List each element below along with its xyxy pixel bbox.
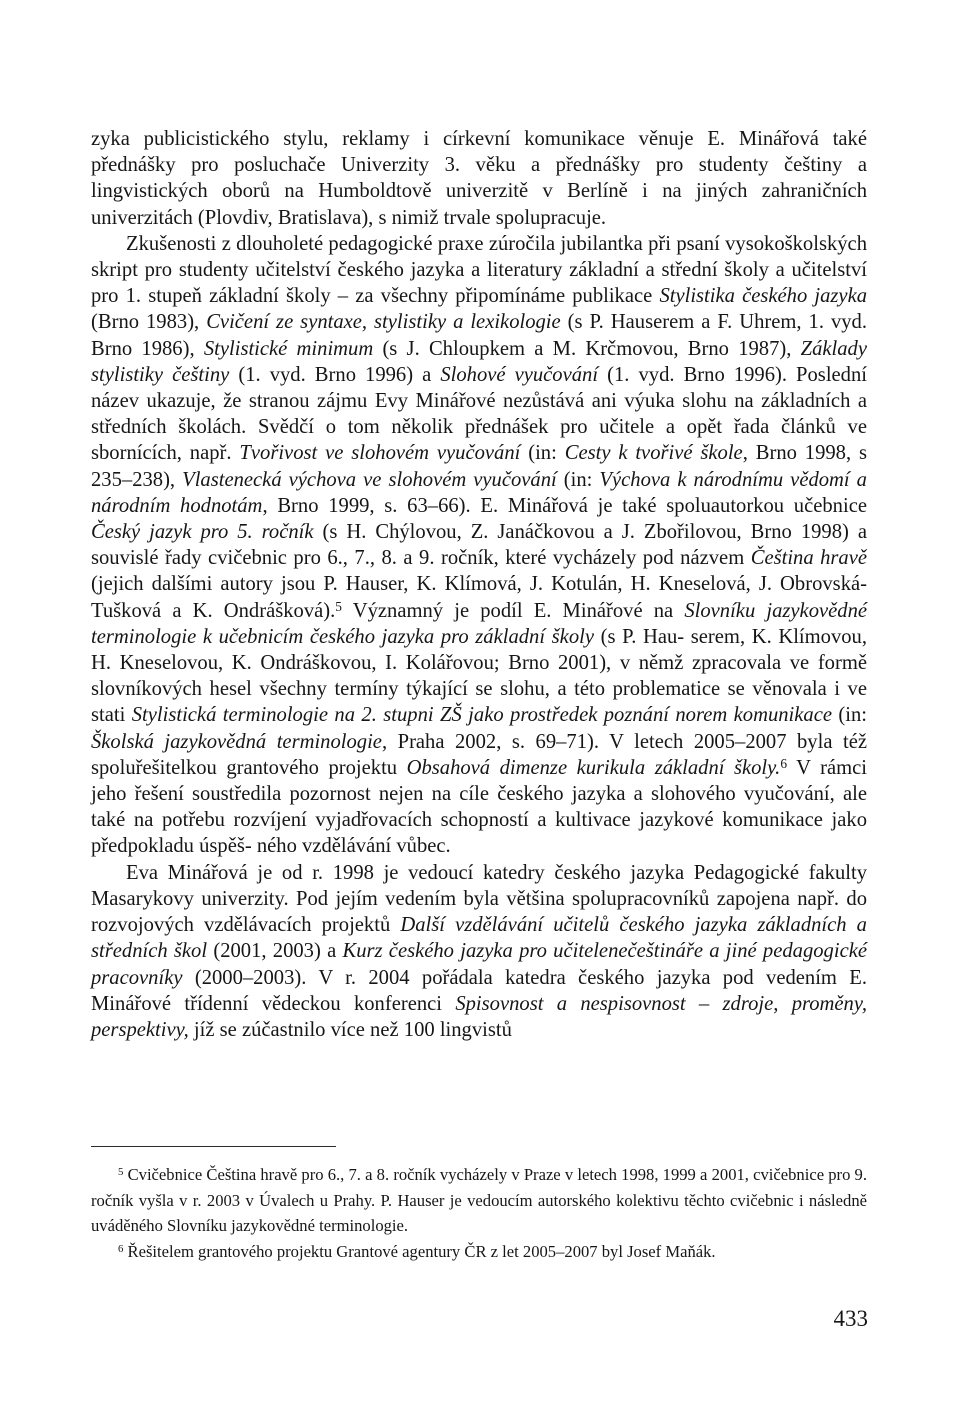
main-text bbox=[91, 126, 867, 1043]
italic-title: Školská jazykovědná terminologie bbox=[91, 730, 382, 753]
italic-title: Výchova k národnímu vědomí a národním hodnotám bbox=[91, 468, 867, 517]
italic-title: Tvořivost ve slohovém vyučování bbox=[239, 442, 521, 465]
text-run: (in: bbox=[520, 442, 565, 465]
text-run: (s J. Chloupkem a M. Krčmovou, Brno 1987), bbox=[373, 337, 801, 360]
italic-title: Obsahová dimenze kurikula základní školy. bbox=[406, 756, 781, 779]
text-run: Zkušenosti z dlouholeté pedagogické praxe zúročila jubilantka při psaní vysokoškolských skript pro studenty učitelství českého jazyka a literatury základní a střední školy a učitelství pro 1. stupeň základní školy – za všechny připomínáme publikace bbox=[91, 232, 867, 308]
paragraph bbox=[91, 126, 867, 231]
text-run: jíž se zúčastnilo více než 100 lingvistů bbox=[188, 1018, 512, 1041]
text-run: (2001, 2003) a bbox=[207, 940, 343, 963]
italic-title: Vlastenecká výchova ve slohovém vyučování bbox=[182, 468, 557, 491]
text-run: (Brno 1983), bbox=[91, 311, 207, 334]
footnote-reference: 5 bbox=[335, 598, 342, 614]
italic-title: Spisovnost a nespisovnost – zdroje, proměny, perspektivy, bbox=[91, 992, 868, 1041]
text-run: Významný je podíl E. Minářové na bbox=[341, 599, 685, 622]
italic-title: Cesty k tvořivé škole bbox=[564, 442, 743, 465]
italic-title: Stylistická terminologie na 2. stupni ZŠ jako prostředek poznání norem komunikace bbox=[131, 704, 832, 727]
italic-title: Další vzdělávání učitelů českého jazyka základních a středních škol bbox=[91, 914, 867, 963]
text-run: , Praha 2002, s. 69–71). V letech 2005–2007 byla též spoluřešitelkou grantového projektu bbox=[91, 730, 867, 779]
text-run: (in: bbox=[556, 468, 600, 491]
footnote-reference: 6 bbox=[780, 755, 787, 771]
paragraph bbox=[91, 860, 867, 1043]
italic-title: Kurz českého jazyka pro učitelenečeštináře a jiné pedagogické pracovníky bbox=[91, 940, 867, 989]
page-number: 433 bbox=[833, 1306, 868, 1331]
italic-title: Stylistika českého jazyka bbox=[659, 285, 868, 308]
text-run: (1. vyd. Brno 1996) a bbox=[229, 363, 441, 386]
italic-title: Čeština hravě bbox=[750, 547, 867, 570]
text-run: zyka publicistického stylu, reklamy i církevní komunikace věnuje E. Minářová také přednášky pro posluchače Univerzity 3. věku a přednášky pro studenty češtiny a lingvistických oborů na Humboldtově univerzitě v Berlíně i na jiných zahraničních univerzitách (Plovdiv, Bratislava), s nimiž trvale spolupracuje. bbox=[91, 128, 867, 229]
footnote-number: 6 bbox=[118, 1242, 124, 1255]
text-run: Eva Minářová je od r. 1998 je vedoucí katedry českého jazyka Pedagogické fakulty Masarykovy univerzity. Pod jejím vedením byla většina spolupracovníků zapojena např. do rozvojových vzdělávacích projektů bbox=[91, 861, 867, 937]
italic-title: Stylistické minimum bbox=[203, 337, 374, 360]
footnote-separator bbox=[91, 1146, 336, 1147]
paragraph bbox=[91, 231, 867, 860]
italic-title: Slovníku jazykovědné terminologie k učebnicím českého jazyka pro základní školy bbox=[91, 599, 867, 648]
text-run: (in: bbox=[832, 704, 868, 727]
text-run: (s P. Hauserem a F. Uhrem, 1. vyd. Brno 1986), bbox=[91, 311, 867, 360]
text-run: (2000–2003). V r. 2004 pořádala katedra českého jazyka pod vedením E. Minářové třídenní vědeckou konferenci bbox=[91, 966, 867, 1015]
italic-title: Český jazyk pro 5. ročník bbox=[91, 521, 314, 544]
footnote-text: Řešitelem grantového projektu Grantové agentury ČR z let 2005–2007 byl Josef Maňák. bbox=[123, 1241, 716, 1261]
footnotes bbox=[91, 1162, 867, 1264]
italic-title: Slohové vyučování bbox=[440, 363, 599, 386]
text-run: V rámci jeho řešení soustředila pozornost nejen na cíle českého jazyka a slohového vyučování, ale také na potřebu rozvíjení vyjadřovacích schopností a kultivace jazykové komunikace jako předpokladu úspěš- ného vzdělávání vůbec. bbox=[91, 756, 867, 858]
footnote bbox=[91, 1239, 867, 1265]
footnote bbox=[91, 1162, 867, 1239]
text-run: (jejich dalšími autory jsou P. Hauser, K. Klímová, J. Kotulán, H. Kneselová, J. Obrovská-Tušková a K. Ondrášková). bbox=[91, 573, 867, 622]
text-run: (s P. Hau- serem, K. Klímovou, H. Kneselovou, K. Ondráškovou, I. Kolářovou; Brno 2001), v němž zpracovala ve formě slovníkových hesel všechny termíny týkající se slohu, a této problematice se věnovala i ve stati bbox=[91, 625, 867, 727]
italic-title: Cvičení ze syntaxe, stylistiky a lexikologie bbox=[206, 311, 561, 334]
text-run: (1. vyd. Brno 1996). Poslední název ukazuje, že stranou zájmu Evy Minářové nezůstává ani výuka slohu na základních a středních školách. Svědčí o tom několik přednášek pro učitele a opět řada článků ve sbornících, např. bbox=[91, 363, 867, 465]
text-run: (s H. Chýlovou, Z. Janáčkovou a J. Zbořilovou, Brno 1998) a souvislé řady cvičebnic pro 6., 7., 8. a 9. ročník, které vycházely pod názvem bbox=[91, 521, 867, 570]
text-run: , Brno 1998, s 235–238), bbox=[91, 442, 867, 491]
footnote-text: Cvičebnice Čeština hravě pro 6., 7. a 8. ročník vycházely v Praze v letech 1998, 1999 a 2001, cvičebnice pro 9. ročník vyšla v r. 2003 v Úvalech u Prahy. P. Hauser je vedoucím autorského kolektivu těchto cvičebnic i následně uváděného Slovníku jazykovědné terminologie. bbox=[91, 1165, 867, 1235]
footnote-number: 5 bbox=[118, 1166, 124, 1179]
text-run: , Brno 1999, s. 63–66). E. Minářová je také spoluautorkou učebnice bbox=[262, 494, 867, 517]
italic-title: Základy stylistiky češtiny bbox=[91, 337, 867, 386]
